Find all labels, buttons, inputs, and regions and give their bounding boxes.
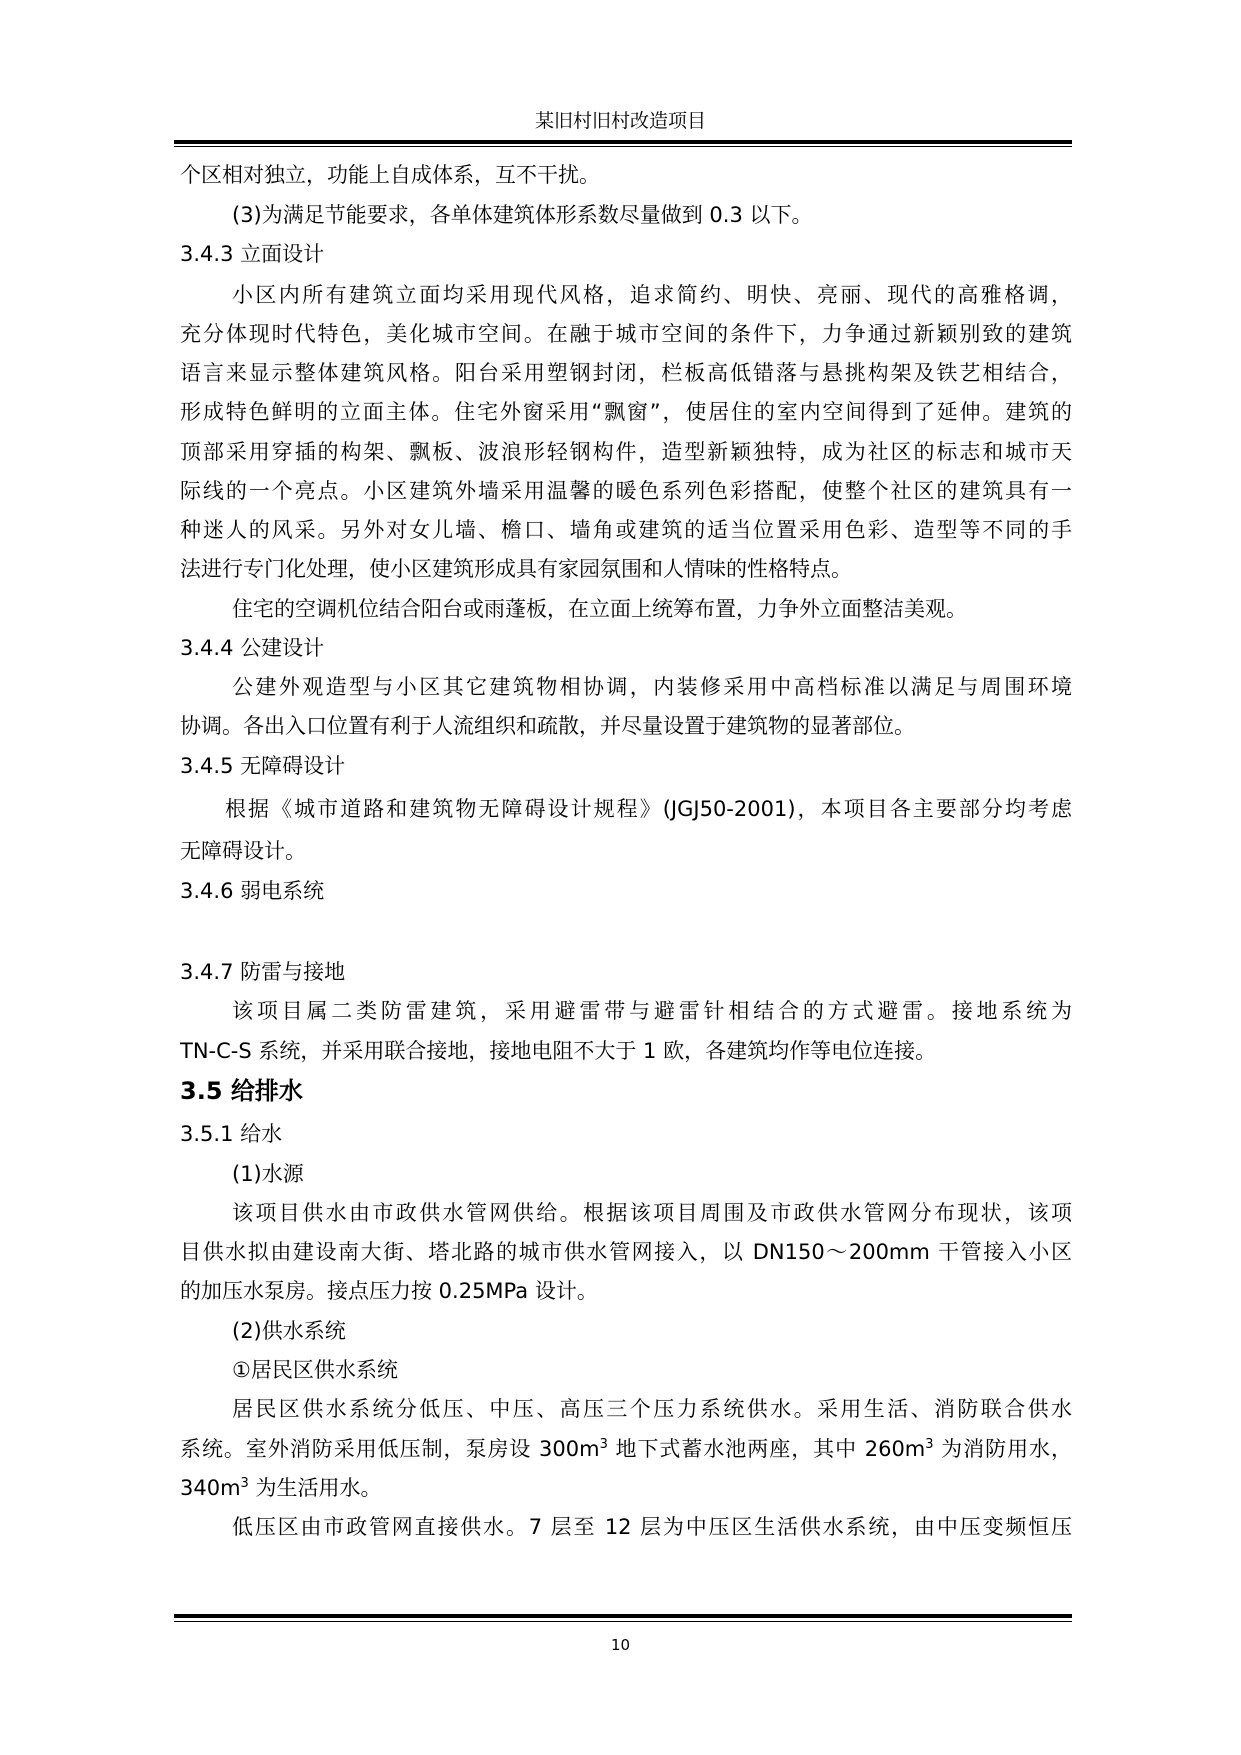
paragraph-line: 的加压水泵房。接点压力按 0.25MPa 设计。 (180, 1279, 598, 1303)
paragraph-line: 协调。各出入口位置有利于人流组织和疏散，并尽量设置于建筑物的显著部位。 (180, 714, 915, 738)
paragraph-line: 法进行专门化处理，使小区建筑形成具有家园氛围和人情味的性格特点。 (180, 557, 852, 581)
paragraph-line: (3)为满足节能要求，各单体建筑体形系数尽量做到 0.3 以下。 (232, 203, 813, 227)
paragraph-line: (1)水源 (232, 1162, 304, 1186)
paragraph-line: 形成特色鲜明的立面主体。住宅外窗采用“飘窗”，使居住的室内空间得到了延伸。建筑的 (180, 400, 1072, 424)
superscript: 3 (599, 1437, 608, 1452)
paragraph-line: 际线的一个亮点。小区建筑外墙采用温馨的暖色系列色彩搭配，使整个社区的建筑具有一 (180, 479, 1072, 503)
text-run: 为生活用水。 (248, 1476, 382, 1500)
section-heading-3-4-6: 3.4.6 弱电系统 (180, 879, 325, 903)
paragraph-line: 住宅的空调机位结合阳台或雨蓬板，在立面上统筹布置，力争外立面整洁美观。 (232, 597, 967, 621)
paragraph-line: 居民区供水系统分低压、中压、高压三个压力系统供水。采用生活、消防联合供水 (232, 1397, 1072, 1421)
text-run: 地下式蓄水池两座，其中 260m (607, 1437, 926, 1461)
paragraph-line: 无障碍设计。 (180, 839, 306, 863)
paragraph-line: 充分体现时代特色，美化城市空间。在融于城市空间的条件下，力争通过新颖别致的建筑 (180, 322, 1072, 346)
text-run: 系统。室外消防采用低压制，泵房设 300m (180, 1437, 600, 1461)
paragraph-line: 公建外观造型与小区其它建筑物相协调，内装修采用中高档标准以满足与周围环境 (232, 675, 1072, 699)
section-heading-3-4-4: 3.4.4 公建设计 (180, 636, 325, 660)
header-rule-thin (174, 146, 1072, 147)
paragraph-line: (2)供水系统 (232, 1319, 346, 1343)
footer-rule-thin (174, 1621, 1072, 1622)
paragraph-line: 种迷人的风采。另外对女儿墙、檐口、墙角或建筑的适当位置采用色彩、造型等不同的手 (180, 518, 1072, 542)
paragraph-line: 低压区由市政管网直接供水。7 层至 12 层为中压区生活供水系统，由中压变频恒压 (232, 1515, 1072, 1539)
paragraph-line: 该项目属二类防雷建筑，采用避雷带与避雷针相结合的方式避雷。接地系统为 (232, 999, 1072, 1023)
footer-rule-thick (174, 1614, 1072, 1618)
text-run: 340m (180, 1476, 241, 1500)
header-rule-thick (174, 140, 1072, 144)
paragraph-line: 语言来显示整体建筑风格。阳台采用塑钢封闭，栏板高低错落与悬挑构架及铁艺相结合， (180, 361, 1072, 385)
paragraph-line: 小区内所有建筑立面均采用现代风格，追求简约、明快、亮丽、现代的高雅格调， (232, 283, 1072, 307)
section-heading-3-5: 3.5 给排水 (180, 1077, 303, 1105)
section-heading-3-4-3: 3.4.3 立面设计 (180, 242, 325, 266)
paragraph-line: 顶部采用穿插的构架、飘板、波浪形轻钢构件，造型新颖独特，成为社区的标志和城市天 (180, 440, 1072, 464)
superscript: 3 (925, 1437, 934, 1452)
page-number: 10 (610, 1636, 631, 1654)
paragraph-line: 该项目供水由市政供水管网供给。根据该项目周围及市政供水管网分布现状，该项 (232, 1201, 1072, 1225)
section-heading-3-5-1: 3.5.1 给水 (180, 1122, 283, 1146)
paragraph-line (180, 1437, 1072, 1461)
paragraph-line: 目供水拟由建设南大街、塔北路的城市供水管网接入，以 DN150～200mm 干管接入小区 (180, 1240, 1072, 1264)
superscript: 3 (240, 1476, 249, 1491)
paragraph-line: ①居民区供水系统 (232, 1358, 398, 1382)
section-heading-3-4-5: 3.4.5 无障碍设计 (180, 754, 346, 778)
paragraph-line: TN-C-S 系统，并采用联合接地，接地电阻不大于 1 欧，各建筑均作等电位连接。 (180, 1039, 937, 1063)
paragraph-line: 根据《城市道路和建筑物无障碍设计规程》(JGJ50-2001)，本项目各主要部分均考虑 (225, 797, 1072, 821)
paragraph-line (180, 1476, 382, 1500)
page-header-title: 某旧村旧村改造项目 (534, 110, 706, 132)
text-run: 为消防用水， (933, 1437, 1072, 1461)
paragraph-line: 个区相对独立，功能上自成体系，互不干扰。 (180, 163, 600, 187)
section-heading-3-4-7: 3.4.7 防雷与接地 (180, 960, 346, 984)
